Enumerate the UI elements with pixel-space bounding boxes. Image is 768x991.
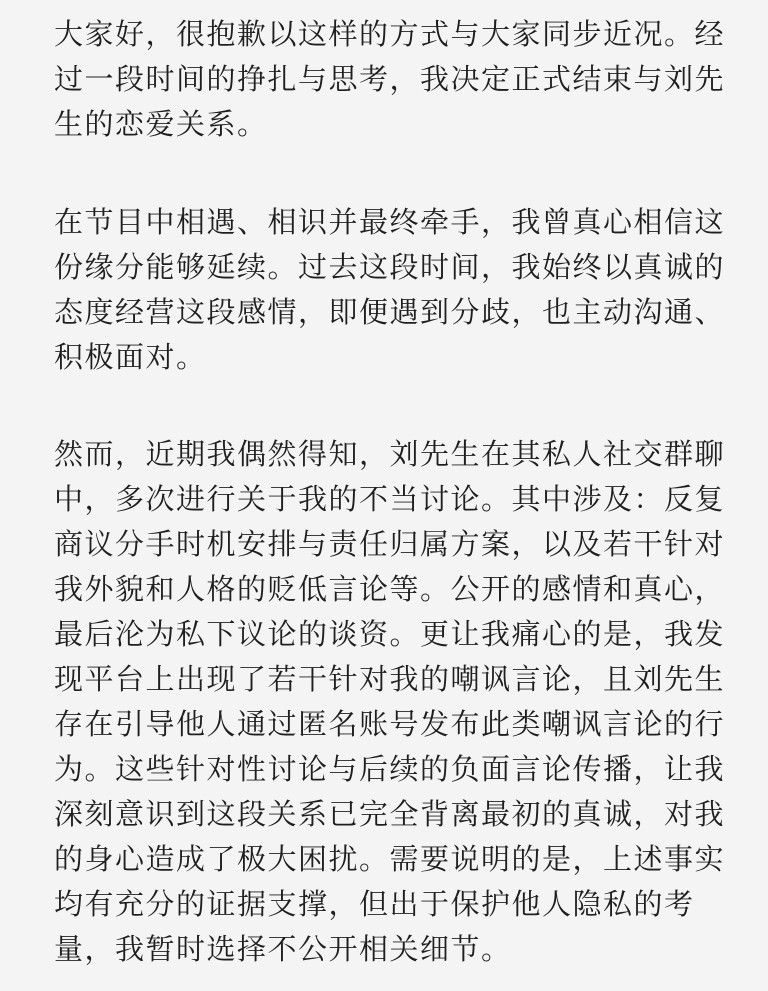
paragraph-1-line-2: 过一段时间的挣扎与思考，我决定正式结束与刘先 xyxy=(54,62,726,96)
paragraph-3-line-10: 的身心造成了极大困扰。需要说明的是，上述事实 xyxy=(54,842,726,876)
paragraph-3-line-9: 深刻意识到这段关系已完全背离最初的真诚，对我 xyxy=(54,797,726,831)
paragraph-1-line-3: 生的恋爱关系。 xyxy=(54,107,268,141)
paragraph-3-line-8: 为。这些针对性讨论与后续的负面言论传播，让我 xyxy=(54,752,726,786)
paragraph-3-line-6: 现平台上出现了若干针对我的嘲讽言论，且刘先生 xyxy=(54,662,726,696)
paragraph-2-line-3: 态度经营这段感情，即便遇到分歧，也主动沟通、 xyxy=(54,295,726,329)
paragraph-1-line-1: 大家好，很抱歉以这样的方式与大家同步近况。经 xyxy=(54,17,726,51)
paragraph-2-line-1: 在节目中相遇、相识并最终牵手，我曾真心相信这 xyxy=(54,205,726,239)
paragraph-3-line-12: 量，我暂时选择不公开相关细节。 xyxy=(54,932,512,966)
paragraph-3-line-5: 最后沦为私下议论的谈资。更让我痛心的是，我发 xyxy=(54,617,726,651)
paragraph-3-line-2: 中，多次进行关于我的不当讨论。其中涉及：反复 xyxy=(54,482,726,516)
paragraph-3-line-4: 我外貌和人格的贬低言论等。公开的感情和真心， xyxy=(54,572,726,606)
paragraph-2-line-4: 积极面对。 xyxy=(54,340,207,374)
paragraph-3-line-11: 均有充分的证据支撑，但出于保护他人隐私的考 xyxy=(54,887,695,921)
paragraph-2-line-2: 份缘分能够延续。过去这段时间，我始终以真诚的 xyxy=(54,250,726,284)
paragraph-3-line-3: 商议分手时机安排与责任归属方案，以及若干针对 xyxy=(54,527,726,561)
paragraph-3-line-1: 然而，近期我偶然得知，刘先生在其私人社交群聊 xyxy=(54,437,726,471)
paragraph-3-line-7: 存在引导他人通过匿名账号发布此类嘲讽言论的行 xyxy=(54,707,726,741)
